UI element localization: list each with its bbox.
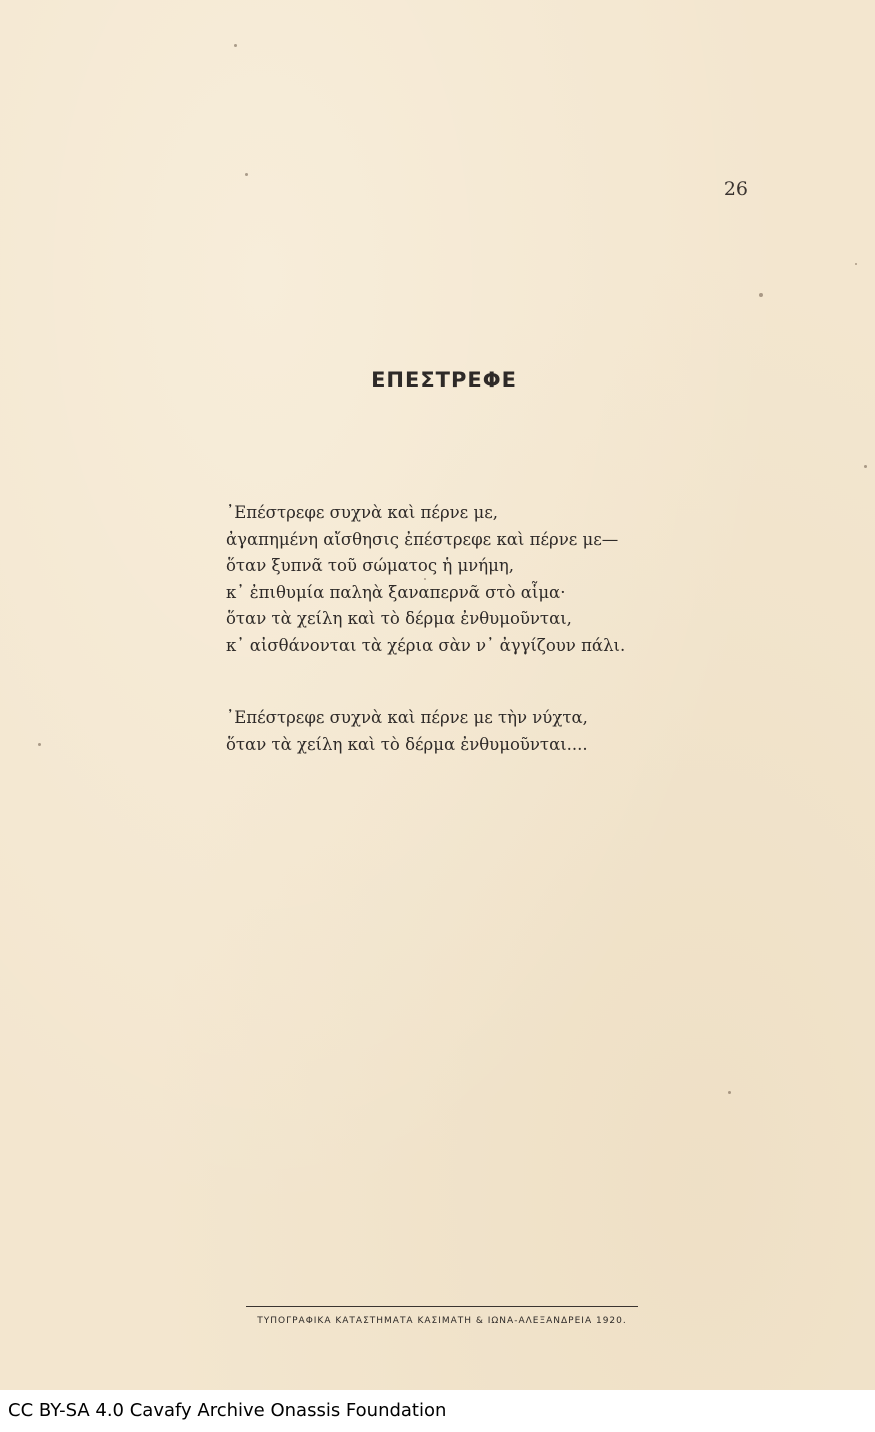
verse-line: ὅταν ξυπνᾶ τοῦ σώματος ἡ μνήμη, [226,556,514,575]
license-credit: CC BY-SA 4.0 Cavafy Archive Onassis Foundation [8,1400,447,1421]
paper-speck [234,44,237,47]
page-number: 26 [723,178,748,200]
paper-speck [855,263,857,265]
paper-speck [728,1091,731,1094]
imprint-divider [246,1306,638,1307]
paper-speck [864,465,867,468]
paper-speck [759,293,763,297]
printer-imprint: ΤΥΠΟΓΡΑΦΙΚΑ ΚΑΤΑΣΤΗΜΑΤΑ ΚΑΣΙΜΑΤΗ & ΙΩΝΑ-ΑΛΕΞΑΝΔΡΕΙΑ 1920. [257,1316,627,1326]
credit-bar [0,1390,875,1432]
poem-stanza [226,705,588,758]
verse-line: ᾿Επέστρεφε συχνὰ καὶ πέρνε με τὴν νύχτα, [226,708,588,727]
verse-line: κ᾿ αἰσθάνονται τὰ χέρια σὰν ν᾿ ἀγγίζουν πάλι. [226,635,626,655]
verse-line: ἀγαπημένη αἴσθησις ἐπέστρεφε καὶ πέρνε με— [226,529,619,549]
verse-line: κ᾿ ἐπιθυμία παληὰ ξαναπερνᾶ στὸ αἷμα· [226,582,566,602]
verse-line: ᾿Επέστρεφε συχνὰ καὶ πέρνε με, [226,503,498,522]
poem-title: ΕΠΕΣΤΡΕΦΕ [371,368,517,392]
poem-stanza [226,500,625,659]
verse-line: ὅταν τὰ χείλη καὶ τὸ δέρμα ἐνθυμοῦνται.... [226,734,588,754]
paper-speck [38,743,41,746]
verse-line: ὅταν τὰ χείλη καὶ τὸ δέρμα ἐνθυμοῦνται, [226,609,572,628]
paper-speck [245,173,248,176]
